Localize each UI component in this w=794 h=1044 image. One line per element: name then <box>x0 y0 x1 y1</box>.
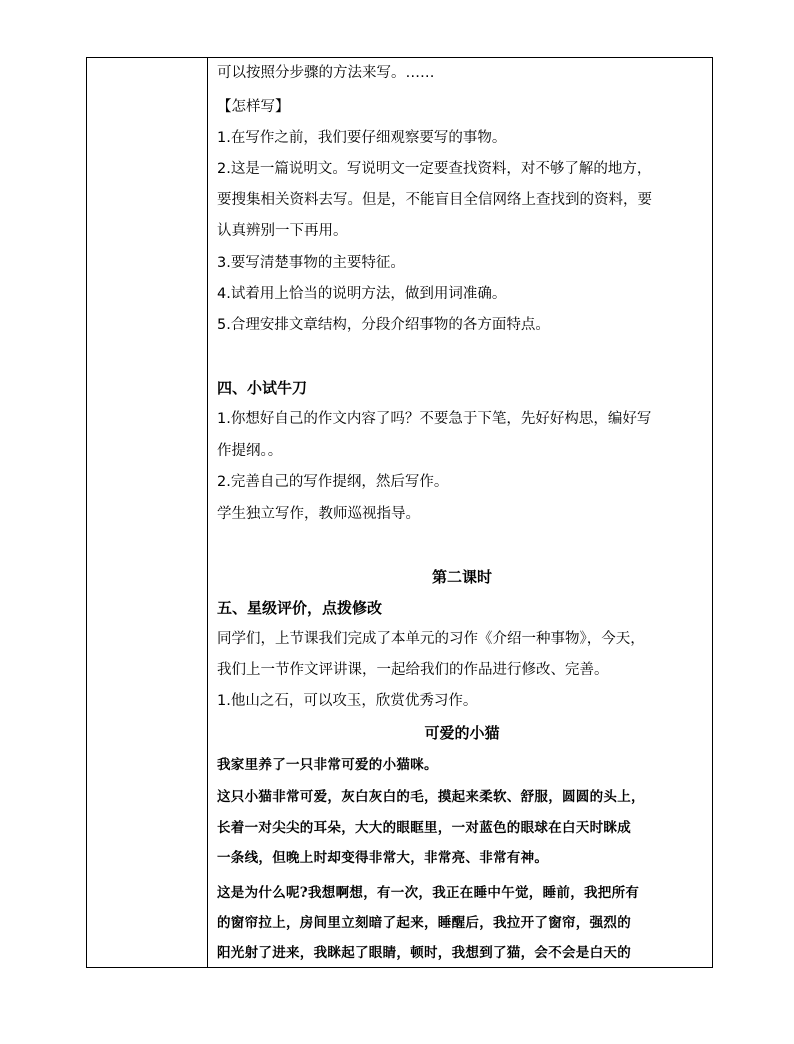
essay-line: 的窗帘拉上，房间里立刻暗了起来，睡醒后，我拉开了窗帘，强烈的 <box>217 915 631 931</box>
text-line: 1.你想好自己的作文内容了吗？不要急于下笔，先好好构思，编好写 <box>217 411 652 427</box>
essay-title: 可爱的小猫 <box>424 724 500 742</box>
column-divider <box>207 58 208 967</box>
section-heading-4: 四、小试牛刀 <box>217 379 308 397</box>
text-line: 4.试着用上恰当的说明方法，做到用词准确。 <box>217 286 507 302</box>
lesson-table <box>86 57 713 968</box>
essay-line: 这是为什么呢?我想啊想，有一次，我正在睡中午觉，睡前，我把所有 <box>217 885 640 901</box>
text-line: 1.在写作之前，我们要仔细观察要写的事物。 <box>217 130 507 146</box>
section-heading-5: 五、星级评价，点拨修改 <box>217 599 383 617</box>
text-line: 认真辨别一下再用。 <box>217 223 348 239</box>
text-line: 同学们，上节课我们完成了本单元的习作《介绍一种事物》，今天， <box>217 631 645 647</box>
text-line: 2.这是一篇说明文。写说明文一定要查找资料，对不够了解的地方， <box>217 161 652 177</box>
text-line: 我们上一节作文评讲课，一起给我们的作品进行修改、完善。 <box>217 662 609 678</box>
text-line: 可以按照分步骤的方法来写。…… <box>217 65 435 81</box>
section-label-how-to-write: 【怎样写】 <box>217 99 290 115</box>
essay-line: 我家里养了一只非常可爱的小猫咪。 <box>217 757 438 773</box>
text-line: 作提纲。。 <box>217 443 283 459</box>
lesson-period-title: 第二课时 <box>431 568 492 586</box>
text-line: 要搜集相关资料去写。但是，不能盲目全信网络上查找到的资料，要 <box>217 192 652 208</box>
essay-line: 长着一对尖尖的耳朵，大大的眼眶里，一对蓝色的眼球在白天时眯成 <box>217 820 631 836</box>
essay-line: 阳光射了进来，我眯起了眼睛，顿时，我想到了猫，会不会是白天的 <box>217 945 631 961</box>
text-line: 1.他山之石，可以攻玉，欣赏优秀习作。 <box>217 693 478 709</box>
essay-line: 这只小猫非常可爱，灰白灰白的毛，摸起来柔软、舒服，圆圆的头上， <box>217 789 645 805</box>
text-line: 学生独立写作，教师巡视指导。 <box>217 506 420 522</box>
text-line: 3.要写清楚事物的主要特征。 <box>217 255 405 271</box>
text-line: 2.完善自己的写作提纲，然后写作。 <box>217 474 449 490</box>
essay-line: 一条线，但晚上时却变得非常大，非常亮、非常有神。 <box>217 850 549 866</box>
text-line: 5.合理安排文章结构，分段介绍事物的各方面特点。 <box>217 317 550 333</box>
